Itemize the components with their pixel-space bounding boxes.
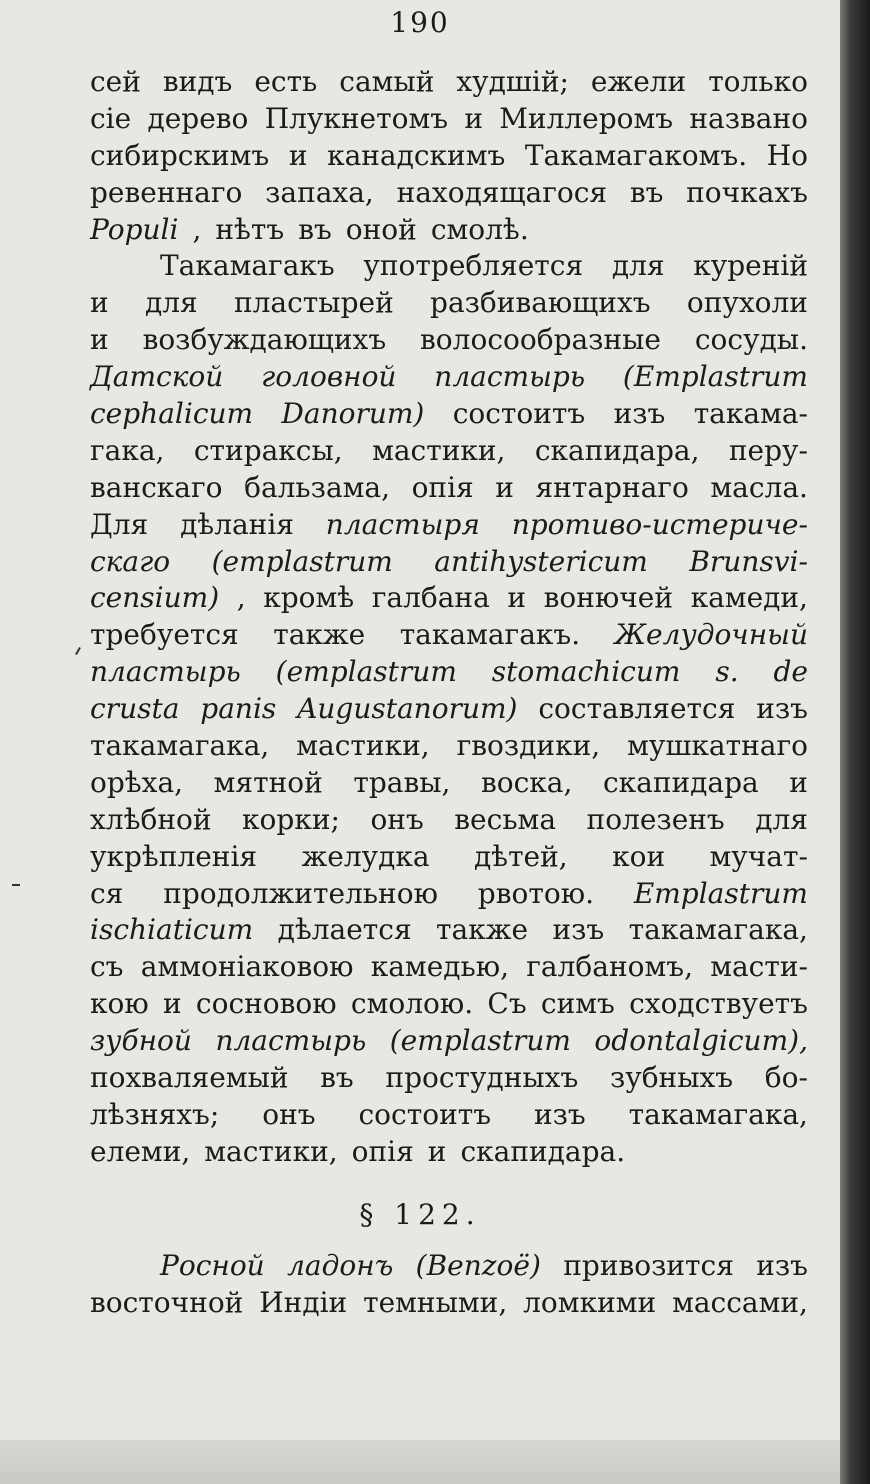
word: также <box>436 913 529 947</box>
word: видъ <box>162 65 233 98</box>
word: куреній <box>693 249 808 283</box>
text-line <box>90 1060 808 1097</box>
word: волосообразные <box>420 323 661 357</box>
word: Danorum) <box>281 397 425 431</box>
word: возбуждающихъ <box>142 323 387 357</box>
page-binding-edge <box>840 0 870 1484</box>
word: находящагося <box>396 175 608 209</box>
text-line <box>90 433 808 470</box>
word: опія <box>351 1134 414 1168</box>
word: воска, <box>480 765 573 799</box>
word: изъ <box>552 913 605 947</box>
word: , <box>192 212 202 246</box>
word: Такамагакомъ. <box>524 138 748 172</box>
word: самый <box>339 65 435 98</box>
word: опія <box>411 470 474 504</box>
word: названо <box>689 101 808 135</box>
word: лѣзняхъ; <box>90 1097 220 1131</box>
word: сосновою <box>195 987 337 1021</box>
text-line <box>90 728 808 765</box>
word: для <box>144 286 198 320</box>
word: изъ <box>533 1097 586 1131</box>
word: пластырь <box>90 655 241 689</box>
word: odontalgicum), <box>594 1024 808 1058</box>
word: de <box>773 655 808 689</box>
word: только <box>708 65 808 98</box>
word: , <box>236 581 246 615</box>
text-line <box>90 839 808 876</box>
word: употребляется <box>363 249 584 283</box>
scan-bottom-margin <box>0 1440 840 1484</box>
word: crusta <box>90 692 180 726</box>
margin-mark <box>12 884 20 886</box>
word: въ <box>320 1061 354 1095</box>
word: и <box>427 1134 447 1168</box>
text-line <box>90 986 808 1023</box>
text-line <box>90 691 808 728</box>
word: и <box>464 101 483 135</box>
word: и <box>507 581 527 615</box>
word: массами, <box>672 1285 808 1319</box>
word: нѣтъ <box>215 212 285 246</box>
word: смолѣ. <box>430 212 529 246</box>
text-line <box>90 470 808 507</box>
word: Индіи <box>259 1285 348 1319</box>
word: состоитъ <box>358 1097 492 1131</box>
text-line <box>90 138 808 175</box>
word: есть <box>254 65 318 98</box>
word: смолою. <box>350 987 474 1021</box>
word: скапидара <box>602 765 759 799</box>
word: Emplastrum <box>633 876 808 910</box>
word: мастики, <box>204 1134 338 1168</box>
word: ванскаго <box>90 470 223 504</box>
word: такама- <box>693 397 808 431</box>
word: въ <box>629 175 664 209</box>
word: ежели <box>590 65 687 98</box>
word: канадскимъ <box>327 138 506 172</box>
word: хлѣбной <box>90 802 212 836</box>
word: онъ <box>262 1097 316 1131</box>
word: Populi <box>90 212 179 246</box>
word: изъ <box>613 397 666 431</box>
paragraph-3-block <box>90 1248 808 1322</box>
word: перу- <box>728 433 808 467</box>
text-line <box>90 876 808 913</box>
word: Augustanorum) <box>297 692 518 726</box>
word: елеми, <box>90 1134 191 1168</box>
word: темными, <box>363 1285 508 1319</box>
word: зубныхъ <box>609 1061 734 1095</box>
text-line <box>90 802 808 839</box>
word: янтарнаго <box>535 470 689 504</box>
word: рвотою. <box>477 876 594 910</box>
paragraph-3 <box>90 1248 808 1322</box>
word: сей <box>90 65 141 98</box>
text-line <box>90 507 808 544</box>
word: состоитъ <box>452 397 586 431</box>
word: привозится <box>563 1249 734 1282</box>
word: пластыря <box>325 507 480 541</box>
word: оной <box>345 212 417 246</box>
margin-mark <box>75 647 81 655</box>
word: такамагака, <box>628 1097 808 1131</box>
word: мучат- <box>709 839 808 873</box>
word: дѣтей, <box>473 839 568 873</box>
text-line <box>90 1023 808 1060</box>
text-line <box>90 617 808 654</box>
word: мятной <box>213 765 323 799</box>
word: мастики, <box>296 729 430 763</box>
word: antihystericum <box>434 544 648 578</box>
word: полезенъ <box>586 802 725 836</box>
word: масла. <box>710 470 808 504</box>
text-line <box>90 1097 808 1134</box>
text-line <box>90 212 808 249</box>
word: censium) <box>90 581 220 615</box>
word: камедью, <box>370 950 510 984</box>
word: масти- <box>710 950 808 984</box>
word: бальзама, <box>244 470 391 504</box>
word: съ <box>90 950 124 984</box>
word: простудныхъ <box>385 1061 579 1095</box>
text-line <box>90 396 808 433</box>
word: также <box>273 618 366 652</box>
text-line <box>90 1248 808 1285</box>
word: сходствуетъ <box>629 987 808 1021</box>
word: камеди, <box>690 581 808 615</box>
word: и <box>90 286 109 320</box>
word: скапидара. <box>460 1134 626 1168</box>
word: Датской <box>90 360 224 394</box>
text-line <box>90 765 808 802</box>
paragraph-2 <box>90 248 808 1170</box>
text-line <box>90 580 808 617</box>
word: изъ <box>756 692 808 726</box>
word: кою <box>90 987 149 1021</box>
text-line <box>90 654 808 691</box>
word: укрѣпленія <box>90 839 258 873</box>
word: Brunsvi- <box>689 544 808 578</box>
word: Такамагакъ <box>160 249 335 283</box>
word: для <box>755 802 808 836</box>
word: ischiaticum <box>90 913 254 947</box>
word: запаха, <box>265 175 374 209</box>
word: аммоніаковою <box>140 950 354 984</box>
word: мастики, <box>372 433 506 467</box>
word: галбаномъ, <box>526 950 693 984</box>
word: корки; <box>242 802 340 836</box>
word: и <box>90 323 109 357</box>
word: скаго <box>90 544 171 578</box>
word: стираксы, <box>193 433 343 467</box>
word: въ <box>298 212 332 246</box>
word: почкахъ <box>686 175 808 209</box>
text-line <box>90 101 808 138</box>
main-text <box>90 64 808 1171</box>
word: продолжительною <box>163 876 438 910</box>
word: дерево <box>147 101 249 135</box>
word: panis <box>200 692 277 726</box>
word: такамагакъ. <box>399 618 581 652</box>
word: ревеннаго <box>90 175 243 209</box>
word: и <box>495 470 514 504</box>
word: вонючей <box>543 581 674 615</box>
word: cephalicum <box>90 397 254 431</box>
word: Но <box>766 138 808 172</box>
word: и <box>789 765 808 799</box>
text-line <box>90 1134 808 1171</box>
word: пластырь <box>434 360 586 394</box>
text-line <box>90 64 808 101</box>
word: (emplastrum <box>211 544 393 578</box>
word: разбивающихъ <box>430 286 651 320</box>
word: такамагака, <box>90 729 270 763</box>
text-line <box>90 175 808 212</box>
word: зубной <box>90 1024 192 1058</box>
word: гвоздики, <box>456 729 601 763</box>
word: stomachicum <box>491 655 681 689</box>
word: изъ <box>756 1249 808 1282</box>
word: симъ <box>540 987 615 1021</box>
word: такамагака, <box>628 913 808 947</box>
word: и <box>162 987 182 1021</box>
text-line <box>90 912 808 949</box>
word: весьма <box>454 802 557 836</box>
word: скапидара, <box>534 433 700 467</box>
text-line <box>90 285 808 322</box>
word: дѣлается <box>277 913 412 947</box>
word: кромѣ <box>263 581 355 615</box>
word: дѣланія <box>180 507 294 541</box>
word: для <box>611 249 665 283</box>
word: Съ <box>487 987 527 1021</box>
word: пластырей <box>233 286 394 320</box>
text-line <box>90 949 808 986</box>
word: галбана <box>371 581 490 615</box>
word: Плукнетомъ <box>264 101 449 135</box>
word: худшій; <box>456 65 569 98</box>
text-line <box>90 359 808 396</box>
word: онъ <box>370 802 424 836</box>
word: ся <box>90 876 124 910</box>
word: мушкатнаго <box>627 729 808 763</box>
word: Миллеромъ <box>499 101 674 135</box>
word: сіе <box>90 101 132 135</box>
word: (Emplastrum <box>622 360 808 394</box>
word: противо-истериче- <box>511 507 808 541</box>
text-line <box>90 322 808 359</box>
word: Росной <box>160 1249 265 1282</box>
word: гака, <box>90 433 165 467</box>
text-line <box>90 544 808 581</box>
word: похваляемый <box>90 1061 289 1095</box>
word: сосуды. <box>694 323 808 357</box>
text-line <box>90 1285 808 1322</box>
paragraph-1 <box>90 64 808 248</box>
word: ломкими <box>523 1285 657 1319</box>
word: орѣха, <box>90 765 184 799</box>
word: Желудочный <box>614 618 808 652</box>
word: (emplastrum <box>389 1024 571 1058</box>
word: головной <box>261 360 397 394</box>
word: и <box>288 138 308 172</box>
word: Для <box>90 507 149 541</box>
word: (Benzoë) <box>415 1249 541 1282</box>
word: пластырь <box>215 1024 367 1058</box>
word: ладонъ <box>287 1249 394 1282</box>
word: желудка <box>301 839 430 873</box>
word: бо- <box>764 1061 808 1095</box>
word: (emplastrum <box>275 655 457 689</box>
word: s. <box>715 655 739 689</box>
text-line <box>90 248 808 285</box>
word: восточной <box>90 1285 244 1319</box>
word: требуется <box>90 618 239 652</box>
page-number: 190 <box>390 6 450 39</box>
word: кои <box>612 839 666 873</box>
section-heading: § 122. <box>359 1198 481 1231</box>
word: составляется <box>538 692 736 726</box>
word: сибирскимъ <box>90 138 270 172</box>
word: травы, <box>353 765 451 799</box>
word: опухоли <box>686 286 808 320</box>
